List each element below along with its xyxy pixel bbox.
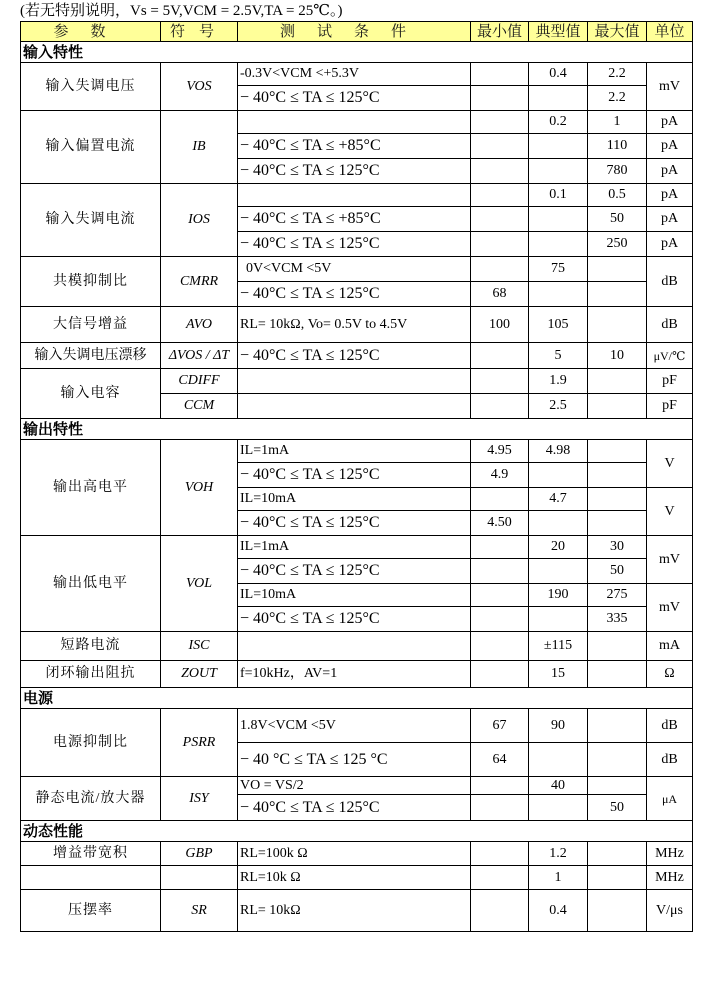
param-name: 增益带宽积	[21, 842, 161, 866]
param-symbol: CDIFF	[161, 369, 238, 394]
typ-value: 75	[529, 257, 588, 282]
param-name: 输入失调电压漂移	[21, 343, 161, 369]
test-conditions-note: (若无特别说明，Vs = 5V,VCM = 2.5V,TA = 25℃。)	[20, 3, 343, 19]
unit: pA	[647, 184, 693, 207]
param-symbol: ISY	[161, 777, 238, 821]
max-value: 50	[588, 207, 647, 232]
typ-value: ±115	[529, 632, 588, 661]
param-symbol: VOS	[161, 63, 238, 111]
min-value: 68	[471, 282, 529, 307]
param-symbol: VOL	[161, 536, 238, 632]
unit: pA	[647, 207, 693, 232]
spec-table	[20, 21, 693, 932]
condition: − 40°C ≤ TA ≤ 125°C	[238, 343, 471, 369]
typ-value: 105	[529, 307, 588, 343]
param-name: 共模抑制比	[21, 257, 161, 307]
unit: V	[647, 440, 693, 488]
condition: RL=100k Ω	[238, 842, 471, 866]
max-value: 50	[588, 559, 647, 584]
header-unit: 单位	[647, 22, 693, 42]
header-condition: 测试条件	[238, 22, 471, 42]
max-value: 110	[588, 134, 647, 159]
condition: RL=10k Ω	[238, 866, 471, 890]
unit: μV/℃	[647, 343, 693, 369]
unit: mV	[647, 536, 693, 584]
condition: 1.8V<VCM <5V	[238, 709, 471, 743]
condition: 0V<VCM <5V	[238, 257, 471, 282]
param-name: 输入失调电流	[21, 184, 161, 257]
min-value: 4.9	[471, 463, 529, 488]
table-row	[21, 661, 693, 688]
unit: pF	[647, 394, 693, 419]
max-value: 10	[588, 343, 647, 369]
condition: − 40°C ≤ TA ≤ 125°C	[238, 232, 471, 257]
min-value: 67	[471, 709, 529, 743]
condition: − 40°C ≤ TA ≤ +85°C	[238, 134, 471, 159]
condition: − 40°C ≤ TA ≤ +85°C	[238, 207, 471, 232]
table-row	[21, 111, 693, 134]
unit: V/μs	[647, 890, 693, 932]
typ-value: 0.4	[529, 890, 588, 932]
param-symbol: IOS	[161, 184, 238, 257]
param-symbol: PSRR	[161, 709, 238, 777]
table-row	[21, 842, 693, 866]
header-param: 参数	[21, 22, 161, 42]
param-name: 输入偏置电流	[21, 111, 161, 184]
typ-value: 1	[529, 866, 588, 890]
condition: IL=10mA	[238, 488, 471, 511]
unit: dB	[647, 257, 693, 307]
condition: − 40°C ≤ TA ≤ 125°C	[238, 282, 471, 307]
condition: IL=1mA	[238, 536, 471, 559]
header-symbol: 符号	[161, 22, 238, 42]
condition: IL=1mA	[238, 440, 471, 463]
min-value: 100	[471, 307, 529, 343]
param-symbol: IB	[161, 111, 238, 184]
max-value: 335	[588, 607, 647, 632]
min-value: 4.50	[471, 511, 529, 536]
typ-value: 2.5	[529, 394, 588, 419]
condition: -0.3V<VCM <+5.3V	[238, 63, 471, 86]
unit: MHz	[647, 842, 693, 866]
condition: VO = VS/2	[238, 777, 471, 795]
typ-value: 1.9	[529, 369, 588, 394]
table-row	[21, 536, 693, 559]
table-row	[21, 343, 693, 369]
unit: mA	[647, 632, 693, 661]
param-name: 输出低电平	[21, 536, 161, 632]
table-row	[21, 866, 693, 890]
typ-value: 1.2	[529, 842, 588, 866]
condition: f=10kHz，AV=1	[238, 661, 471, 688]
param-name: 闭环输出阻抗	[21, 661, 161, 688]
unit: mV	[647, 584, 693, 632]
max-value: 1	[588, 111, 647, 134]
condition: RL= 10kΩ	[238, 890, 471, 932]
unit: pA	[647, 232, 693, 257]
max-value: 30	[588, 536, 647, 559]
header-row	[21, 22, 693, 42]
typ-value: 190	[529, 584, 588, 607]
table-row	[21, 632, 693, 661]
section-dynamic: 动态性能	[21, 821, 693, 842]
unit: V	[647, 488, 693, 536]
param-name: 电源抑制比	[21, 709, 161, 777]
param-symbol: ΔVOS / ΔT	[161, 343, 238, 369]
table-row	[21, 307, 693, 343]
condition: IL=10mA	[238, 584, 471, 607]
condition: RL= 10kΩ, Vo= 0.5V to 4.5V	[238, 307, 471, 343]
param-name: 大信号增益	[21, 307, 161, 343]
typ-value: 90	[529, 709, 588, 743]
param-name: 短路电流	[21, 632, 161, 661]
min-value: 64	[471, 743, 529, 777]
condition: − 40°C ≤ TA ≤ 125°C	[238, 511, 471, 536]
typ-value: 5	[529, 343, 588, 369]
condition: − 40°C ≤ TA ≤ 125°C	[238, 463, 471, 488]
header-typ: 典型值	[529, 22, 588, 42]
max-value: 780	[588, 159, 647, 184]
param-symbol: GBP	[161, 842, 238, 866]
section-input: 输入特性	[21, 42, 693, 63]
param-symbol: VOH	[161, 440, 238, 536]
unit: dB	[647, 307, 693, 343]
unit: μA	[647, 777, 693, 821]
unit: pF	[647, 369, 693, 394]
table-row	[21, 890, 693, 932]
param-name: 输入电容	[21, 369, 161, 419]
typ-value: 4.7	[529, 488, 588, 511]
param-name: 输出高电平	[21, 440, 161, 536]
unit: pA	[647, 159, 693, 184]
unit: mV	[647, 63, 693, 111]
param-symbol: SR	[161, 890, 238, 932]
unit: MHz	[647, 866, 693, 890]
table-row	[21, 184, 693, 207]
min-value: 4.95	[471, 440, 529, 463]
max-value: 250	[588, 232, 647, 257]
typ-value: 4.98	[529, 440, 588, 463]
max-value: 2.2	[588, 86, 647, 111]
table-row	[21, 369, 693, 394]
section-power: 电源	[21, 688, 693, 709]
unit: pA	[647, 111, 693, 134]
condition: − 40°C ≤ TA ≤ 125°C	[238, 159, 471, 184]
typ-value: 20	[529, 536, 588, 559]
header-max: 最大值	[588, 22, 647, 42]
table-row	[21, 63, 693, 86]
unit: dB	[647, 743, 693, 777]
table-row	[21, 777, 693, 795]
typ-value: 0.1	[529, 184, 588, 207]
param-name: 静态电流/放大器	[21, 777, 161, 821]
condition: − 40°C ≤ TA ≤ 125°C	[238, 607, 471, 632]
param-symbol: CMRR	[161, 257, 238, 307]
condition: − 40°C ≤ TA ≤ 125°C	[238, 86, 471, 111]
max-value: 0.5	[588, 184, 647, 207]
condition: − 40°C ≤ TA ≤ 125°C	[238, 559, 471, 584]
table-row	[21, 709, 693, 743]
typ-value: 40	[529, 777, 588, 795]
table-row	[21, 257, 693, 282]
header-min: 最小值	[471, 22, 529, 42]
table-row	[21, 440, 693, 463]
condition: − 40 °C ≤ TA ≤ 125 °C	[238, 743, 471, 777]
param-symbol: ZOUT	[161, 661, 238, 688]
param-symbol: ISC	[161, 632, 238, 661]
typ-value: 15	[529, 661, 588, 688]
condition: − 40°C ≤ TA ≤ 125°C	[238, 795, 471, 821]
typ-value: 0.2	[529, 111, 588, 134]
max-value: 2.2	[588, 63, 647, 86]
unit: pA	[647, 134, 693, 159]
param-name: 输入失调电压	[21, 63, 161, 111]
unit: dB	[647, 709, 693, 743]
unit: Ω	[647, 661, 693, 688]
section-output: 输出特性	[21, 419, 693, 440]
param-symbol: AVO	[161, 307, 238, 343]
param-name: 压摆率	[21, 890, 161, 932]
typ-value: 0.4	[529, 63, 588, 86]
max-value: 275	[588, 584, 647, 607]
param-symbol: CCM	[161, 394, 238, 419]
max-value: 50	[588, 795, 647, 821]
